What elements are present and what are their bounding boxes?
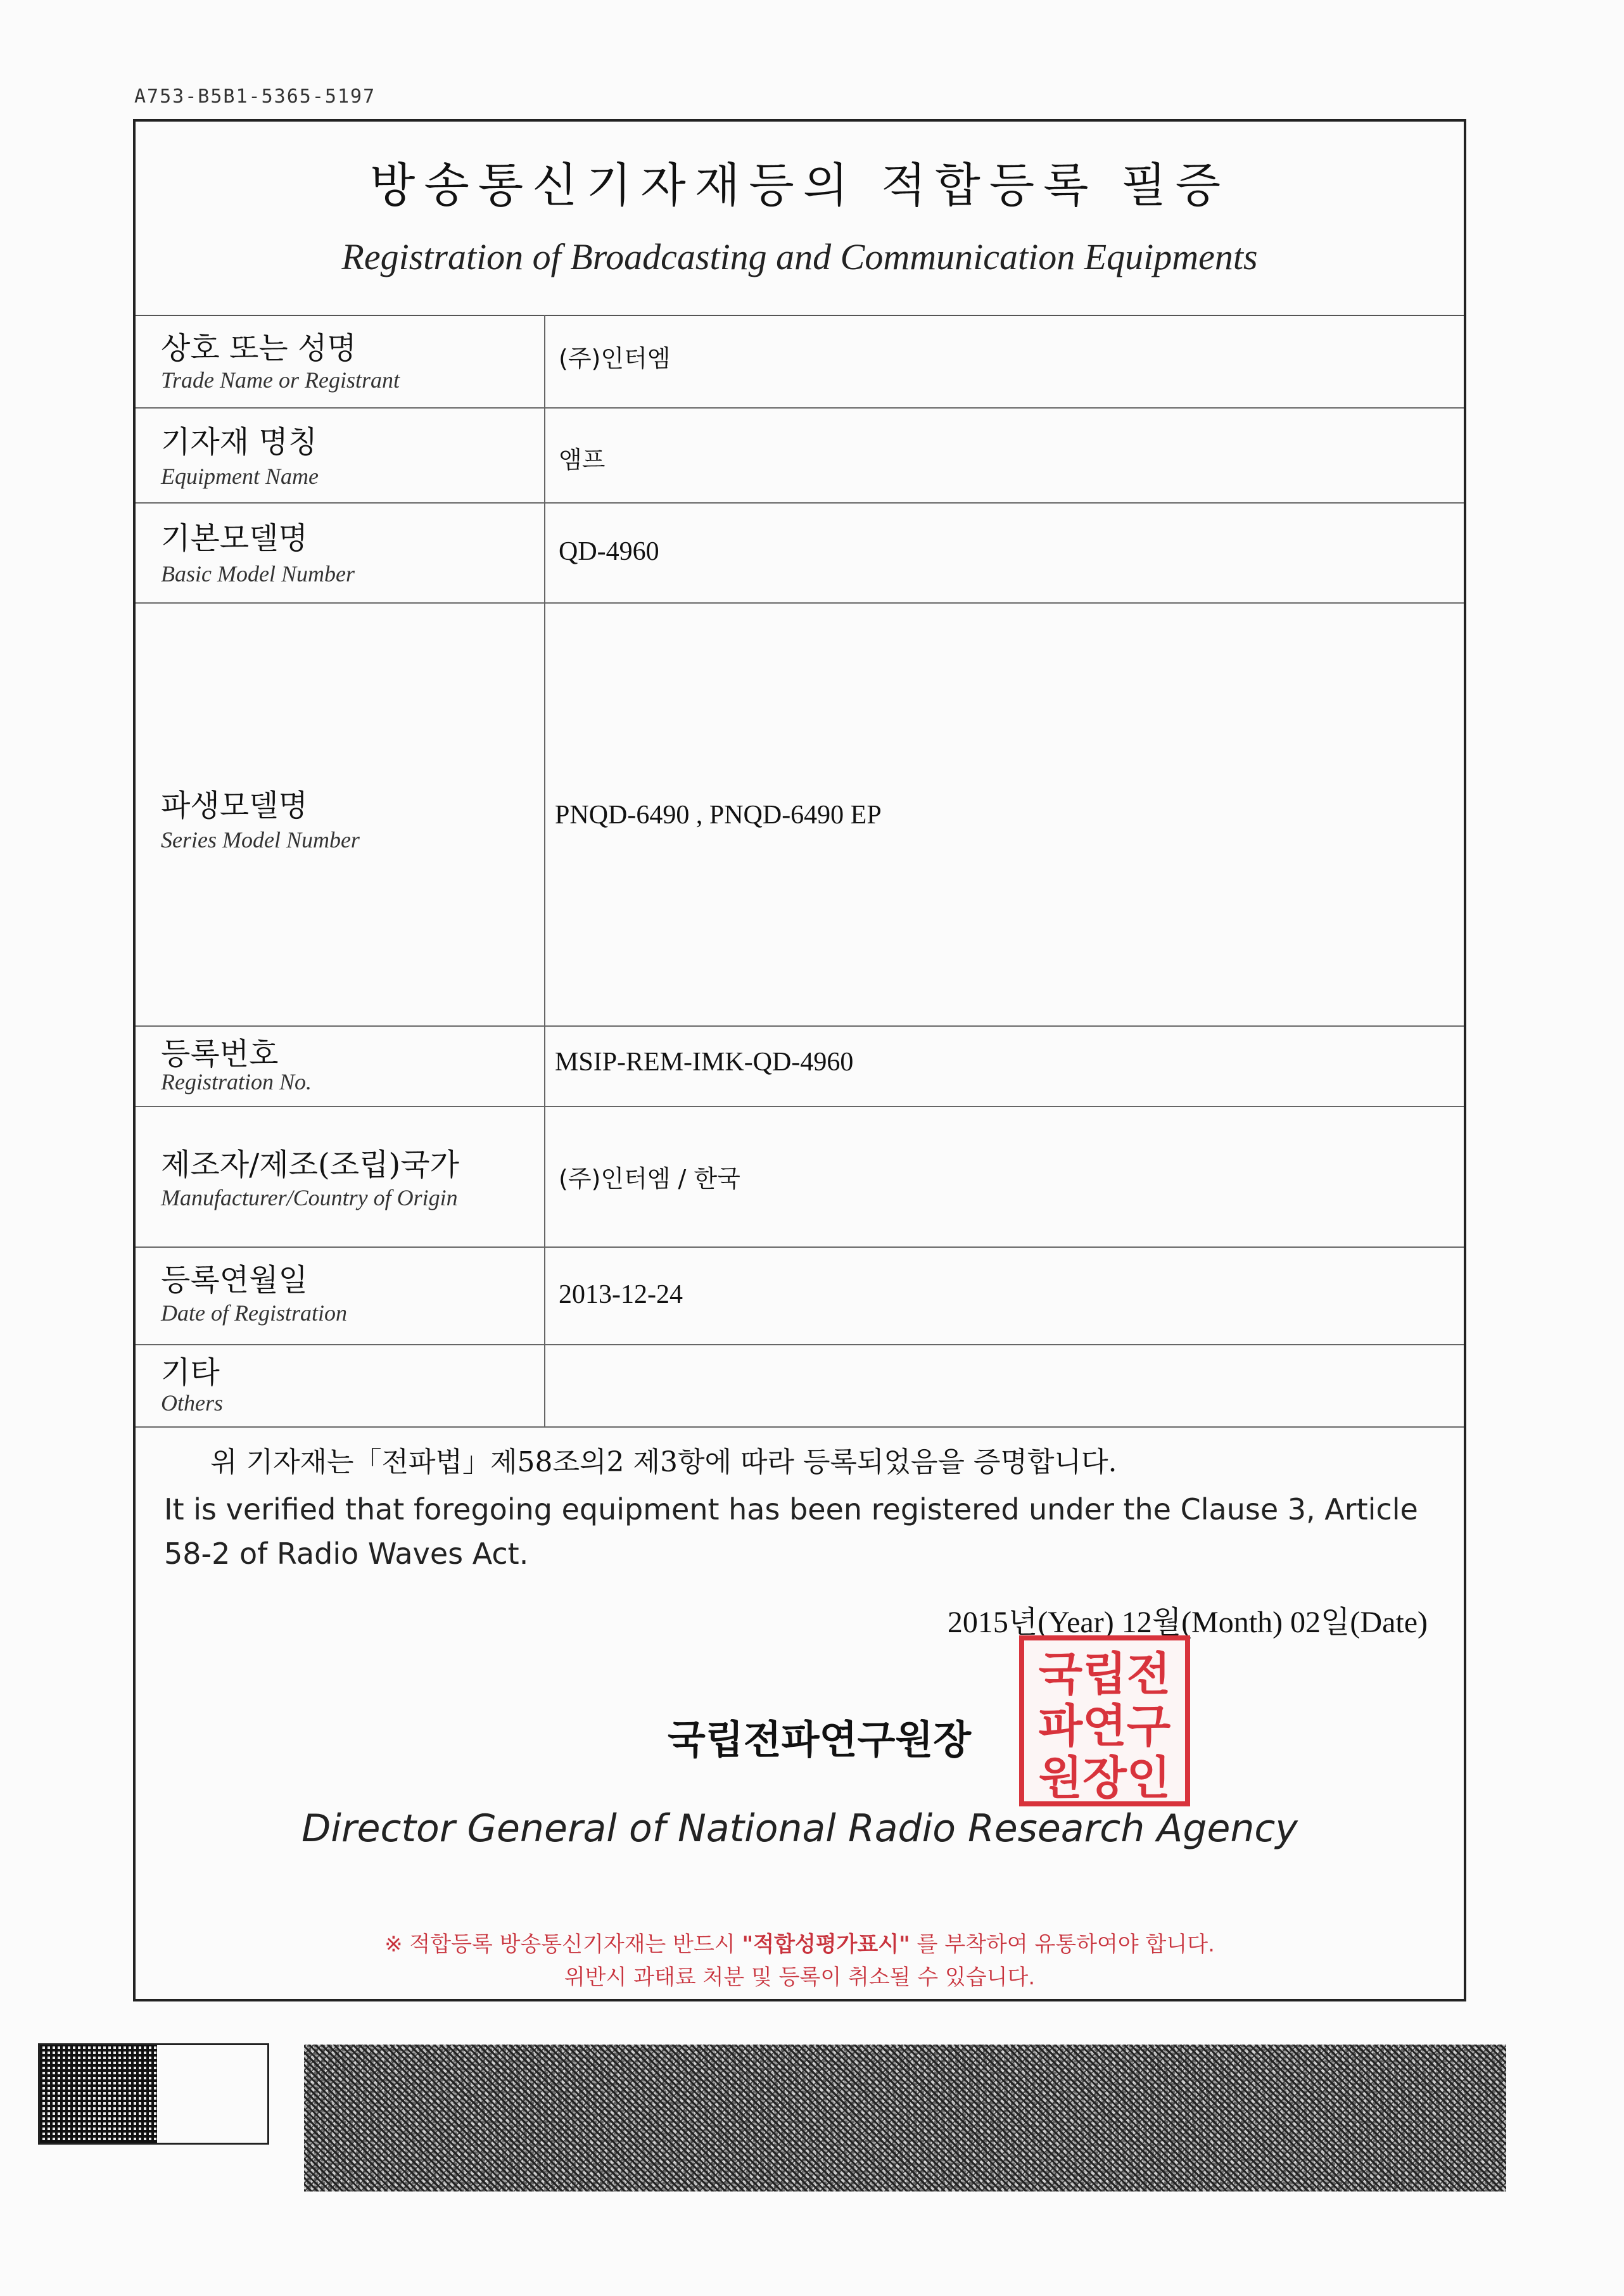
label-english: Date of Registration bbox=[161, 1300, 347, 1326]
label-korean: 기자재 명칭 bbox=[161, 424, 318, 460]
row-others bbox=[136, 1345, 1464, 1428]
row-basic-model bbox=[136, 504, 1464, 604]
statement-english: It is verified that foregoing equipment has been registered under the Clause 3, Article 58-2 of Radio Waves Act. bbox=[164, 1492, 1418, 1571]
label-english: Others bbox=[161, 1390, 223, 1416]
label-english: Series Model Number bbox=[161, 827, 360, 853]
value-manufacturer: (주)인터엠 / 한국 bbox=[559, 1165, 740, 1193]
title-korean: 방송통신기자재등의 적합등록 필증 bbox=[369, 158, 1230, 213]
barcode-pattern bbox=[40, 2045, 157, 2143]
value-basic-model: QD-4960 bbox=[559, 537, 659, 566]
issue-date: 2015년(Year) 12월(Month) 02일(Date) bbox=[947, 1606, 1428, 1639]
value-series-models: PNQD-6490 , PNQD-6490 EP bbox=[555, 801, 882, 830]
title-english: Registration of Broadcasting and Communication Equipments bbox=[341, 236, 1258, 277]
notice-line-2: 위반시 과태료 처분 및 등록이 취소될 수 있습니다. bbox=[564, 1965, 1036, 1990]
document-id: A753-B5B1-5365-5197 bbox=[134, 86, 376, 108]
label-english: Manufacturer/Country of Origin bbox=[161, 1185, 458, 1210]
label-korean: 기본모델명 bbox=[161, 521, 308, 556]
issuer-title: 국립전파연구원장 bbox=[668, 1716, 972, 1763]
label-english: Equipment Name bbox=[161, 464, 319, 489]
title-block bbox=[136, 122, 1464, 316]
statement-korean: 위 기자재는「전파법」제58조의2 제3항에 따라 등록되었음을 증명합니다. bbox=[210, 1446, 1117, 1478]
barcode-2d-left bbox=[38, 2043, 269, 2145]
seal-graphic bbox=[1024, 1640, 1185, 1801]
director-title-english: Director General of National Radio Research Agency bbox=[301, 1806, 1298, 1851]
seal-line-3: 원장인 bbox=[1038, 1751, 1171, 1801]
row-equipment-name bbox=[136, 409, 1464, 504]
value-equipment-name: 앰프 bbox=[559, 446, 606, 474]
notice-prefix: ※ 적합등록 방송통신기자재는 반드시 bbox=[384, 1932, 735, 1957]
row-label-cell bbox=[136, 1027, 545, 1106]
row-label-cell bbox=[136, 1345, 545, 1426]
row-label-cell bbox=[136, 504, 545, 602]
label-korean: 기타 bbox=[161, 1355, 220, 1390]
label-korean: 파생모델명 bbox=[161, 788, 308, 823]
notice-highlight: "적합성평가표시" bbox=[742, 1932, 910, 1957]
seal-line-1: 국립전 bbox=[1038, 1647, 1171, 1701]
row-label-cell bbox=[136, 1248, 545, 1344]
notice-line-1 bbox=[136, 1927, 1464, 1958]
label-english: Registration No. bbox=[161, 1069, 312, 1094]
row-label-cell bbox=[136, 315, 545, 407]
row-registration-no bbox=[136, 1027, 1464, 1107]
row-registration-date bbox=[136, 1248, 1464, 1345]
value-trade-name: (주)인터엠 bbox=[559, 345, 671, 372]
label-english: Basic Model Number bbox=[161, 561, 355, 587]
row-label-cell bbox=[136, 409, 545, 502]
row-series-models bbox=[136, 604, 1464, 1027]
value-registration-no: MSIP-REM-IMK-QD-4960 bbox=[555, 1048, 854, 1077]
row-trade-name bbox=[136, 315, 1464, 409]
label-korean: 상호 또는 성명 bbox=[161, 331, 357, 366]
row-manufacturer bbox=[136, 1107, 1464, 1248]
certificate-frame bbox=[133, 119, 1466, 2001]
official-seal bbox=[1019, 1635, 1190, 1806]
value-registration-date: 2013-12-24 bbox=[559, 1280, 683, 1309]
seal-line-2: 파연구 bbox=[1038, 1699, 1171, 1753]
label-english: Trade Name or Registrant bbox=[161, 367, 400, 393]
barcode-2d-right bbox=[304, 2045, 1506, 2191]
row-label-cell bbox=[136, 1107, 545, 1246]
label-korean: 등록번호 bbox=[161, 1036, 279, 1072]
label-korean: 제조자/제조(조립)국가 bbox=[161, 1147, 459, 1183]
notice-suffix: 를 부착하여 유통하여야 합니다. bbox=[917, 1932, 1215, 1957]
row-label-cell bbox=[136, 604, 545, 1025]
label-korean: 등록연월일 bbox=[161, 1262, 308, 1298]
